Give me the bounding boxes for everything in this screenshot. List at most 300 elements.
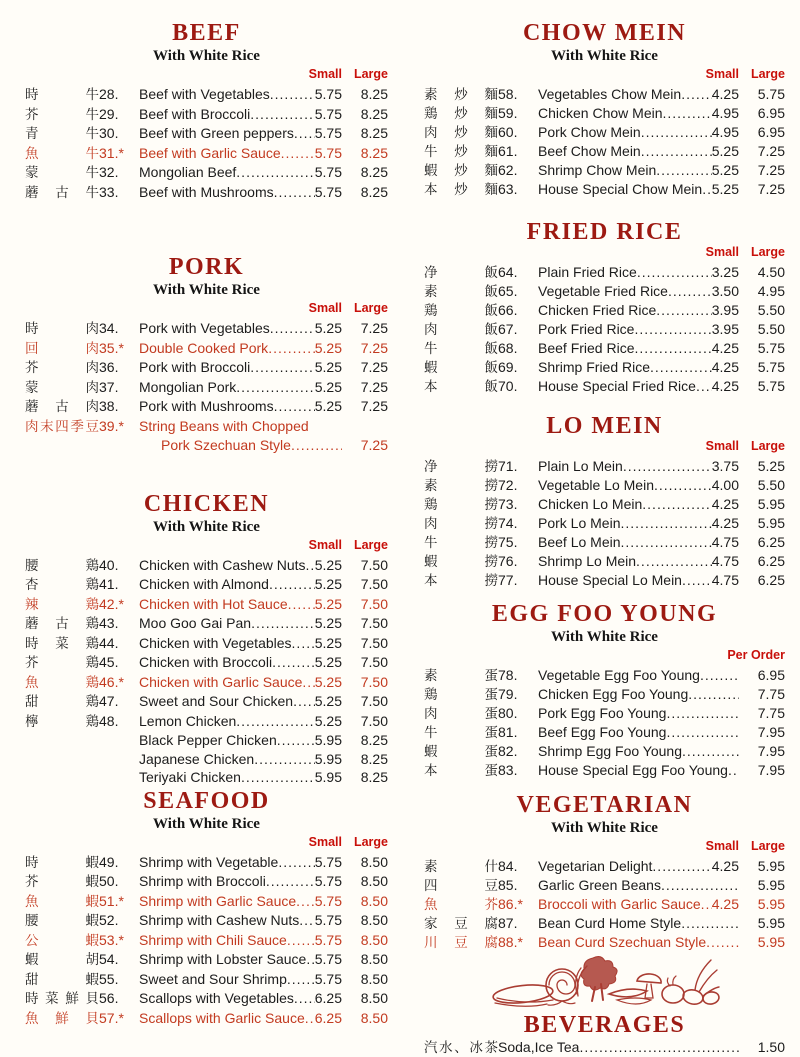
item-price-large: 8.50 — [360, 931, 388, 948]
item-chinese — [424, 724, 498, 742]
chinese-char: 四 — [424, 878, 438, 894]
dot-leader — [251, 614, 315, 633]
chinese-char: 季 — [70, 418, 84, 435]
item-price-small: 4.75 — [711, 572, 739, 588]
item-chinese — [424, 181, 498, 199]
item-chinese — [25, 674, 99, 693]
chinese-char: 蝦 — [424, 163, 438, 179]
item-price-small: 5.95 — [314, 769, 342, 785]
item-price-large: 7.95 — [757, 724, 785, 740]
item-price-small: 4.25 — [711, 86, 739, 102]
menu-item-row — [424, 685, 785, 704]
menu-section-chicken — [25, 491, 388, 787]
chinese-char: 鶏 — [85, 616, 99, 632]
dot-leader — [701, 895, 712, 913]
item-name: Pork Egg Foo Young — [538, 705, 667, 721]
item-price-large: 7.25 — [360, 359, 388, 375]
menu-section-beef — [25, 20, 388, 202]
menu-item-row — [424, 339, 785, 358]
item-number: 68. — [498, 340, 518, 356]
item-price-small: 5.25 — [711, 181, 739, 197]
chinese-char: 杏 — [25, 577, 39, 593]
item-chinese — [424, 915, 498, 933]
dot-leader — [666, 704, 739, 722]
chinese-char: 甜 — [25, 694, 39, 710]
menu-item-row — [25, 931, 388, 951]
item-name: Vegetable Egg Foo Young — [538, 667, 700, 683]
chinese-char: 末 — [40, 418, 54, 435]
menu-item-row — [424, 933, 785, 952]
price-col-large-label: Large — [750, 839, 785, 853]
menu-item-row — [424, 571, 785, 590]
price-header-row — [25, 67, 388, 82]
item-number: 32. — [99, 164, 119, 180]
chinese-char: 鶏 — [424, 303, 438, 319]
menu-item-row — [25, 970, 388, 990]
item-price-small: 4.25 — [711, 496, 739, 512]
item-number: 51.* — [99, 892, 124, 909]
chinese-char: 貝 — [85, 991, 99, 1007]
price-col-large-label: Large — [353, 67, 388, 81]
dot-leader — [270, 319, 315, 338]
item-number: 39.* — [99, 417, 124, 434]
chinese-char: 胡 — [85, 952, 99, 968]
item-price-small: 5.25 — [711, 143, 739, 159]
chinese-char: 冰 — [469, 1040, 483, 1056]
chinese-char: 本 — [424, 379, 438, 395]
dot-leader — [250, 358, 314, 377]
section-items — [424, 457, 785, 590]
item-price-large: 7.50 — [360, 673, 388, 690]
menu-item-row — [25, 124, 388, 144]
item-price-small: 5.75 — [314, 873, 342, 889]
item-name: Lemon Chicken — [139, 712, 237, 729]
item-name: Mongolian Beef — [139, 164, 237, 180]
price-col-small-label: Small — [308, 301, 342, 315]
chinese-char: 肉 — [25, 418, 39, 435]
item-chinese — [25, 164, 99, 183]
item-number: 40. — [99, 556, 119, 573]
chinese-char: 豆 — [454, 916, 468, 932]
item-name: Shrimp with Vegetable — [139, 853, 279, 870]
item-price-large: 7.25 — [360, 437, 388, 453]
item-price-small: 5.75 — [314, 970, 342, 987]
menu-item-row — [424, 495, 785, 514]
item-price-large: 8.50 — [360, 990, 388, 1006]
section-items — [424, 666, 785, 780]
item-price-small: 5.25 — [314, 693, 342, 709]
chinese-char: 蝦 — [85, 971, 99, 988]
item-price-large: 7.95 — [757, 762, 785, 778]
item-chinese — [424, 743, 498, 761]
dot-leader — [681, 85, 712, 103]
chinese-char: 飯 — [484, 379, 498, 395]
item-number: 73. — [498, 496, 518, 512]
chinese-char: 檸 — [25, 713, 39, 730]
item-name: Garlic Green Beans — [538, 877, 661, 893]
item-price-large: 7.50 — [360, 595, 388, 612]
item-price-large: 7.25 — [757, 162, 785, 178]
dot-leader — [306, 556, 315, 575]
item-name: Pork Chow Mein — [538, 124, 641, 140]
item-price-large: 5.50 — [757, 477, 785, 493]
item-price-large: 6.95 — [757, 667, 785, 683]
chinese-char: 時 — [25, 87, 39, 103]
chinese-char: 古 — [55, 399, 69, 415]
item-name: Bean Curd Szechuan Style — [538, 934, 707, 950]
chinese-char: 蛋 — [484, 725, 498, 741]
item-name: Pork Lo Mein — [538, 515, 621, 531]
dot-leader — [702, 180, 712, 198]
item-number: 55. — [99, 970, 119, 987]
item-chinese — [25, 320, 99, 339]
price-col-large-label: Large — [750, 245, 785, 259]
chinese-char: 麵 — [484, 182, 498, 198]
section-items — [25, 853, 388, 1029]
item-price-large: 8.50 — [360, 873, 388, 889]
item-price-small: 5.75 — [314, 912, 342, 928]
dot-leader — [696, 377, 712, 395]
item-number: 54. — [99, 951, 119, 967]
section-items — [25, 556, 388, 787]
item-price-small: 5.25 — [314, 712, 342, 729]
chinese-char: 蝦 — [85, 854, 99, 871]
item-name: Shrimp Fried Rice — [538, 359, 651, 375]
item-number: 67. — [498, 321, 518, 337]
dot-leader — [620, 514, 711, 532]
section-title: EGG FOO YOUNG — [491, 601, 718, 627]
chinese-char: 古 — [55, 184, 69, 201]
menu-item-row — [25, 85, 388, 105]
menu-item-row — [25, 892, 388, 912]
section-subtitle: With White Rice — [551, 629, 658, 645]
item-price-large: 7.95 — [757, 743, 785, 759]
item-price-small: 3.95 — [711, 321, 739, 337]
dot-leader — [663, 104, 712, 122]
item-number: 62. — [498, 162, 518, 178]
item-name: Sweet and Sour Shrimp — [139, 970, 287, 987]
menu-item-row — [25, 653, 388, 673]
chinese-char: 撈 — [484, 478, 498, 494]
dot-leader — [642, 495, 711, 513]
item-price-large: 7.25 — [360, 320, 388, 336]
item-number: 53.* — [99, 931, 124, 948]
item-name: Beef with Mushrooms — [139, 183, 274, 200]
item-name: Chicken Chow Mein — [538, 105, 663, 121]
chinese-char: 鶏 — [85, 694, 99, 710]
menu-item-row — [424, 704, 785, 723]
item-price-large: 8.25 — [360, 125, 388, 141]
chinese-char: 蘑 — [25, 184, 39, 201]
per-order-label: Per Order — [727, 648, 785, 662]
chinese-char: 川 — [424, 935, 438, 951]
chinese-char: 牛 — [424, 725, 438, 741]
dot-leader — [661, 876, 739, 894]
item-price-large: 8.50 — [360, 1009, 388, 1026]
chinese-char: 蘑 — [25, 399, 39, 415]
item-name: Shrimp with Garlic Sauce — [139, 892, 297, 909]
chinese-char: 茶 — [484, 1040, 498, 1056]
section-items — [25, 319, 388, 455]
chinese-char: 蝦 — [424, 554, 438, 570]
item-price-large: 7.25 — [360, 398, 388, 414]
item-chinese — [25, 184, 99, 203]
menu-item-row — [424, 514, 785, 533]
item-price-large: 5.50 — [757, 302, 785, 318]
price-header-row — [25, 835, 388, 850]
menu-item-row — [25, 768, 388, 787]
chinese-char: 腐 — [484, 916, 498, 932]
item-price-large: 8.25 — [360, 164, 388, 180]
item-number: 81. — [498, 724, 518, 740]
item-number: 66. — [498, 302, 518, 318]
item-price-small: 4.25 — [711, 378, 739, 394]
dot-leader — [682, 571, 712, 589]
chinese-char: 麵 — [484, 163, 498, 179]
section-subtitle: With White Rice — [153, 48, 260, 64]
menu-item-row — [25, 358, 388, 378]
item-price-large: 5.25 — [757, 458, 785, 474]
chinese-char: 蛋 — [484, 687, 498, 703]
item-name: Sweet and Sour Chicken — [139, 693, 294, 709]
menu-item-row — [25, 853, 388, 873]
item-price-small: 3.75 — [711, 458, 739, 474]
menu-item-row — [424, 895, 785, 914]
menu-item-row — [424, 914, 785, 933]
item-number: 71. — [498, 458, 518, 474]
chinese-char: 撈 — [484, 459, 498, 475]
item-price-small: 5.75 — [314, 853, 342, 870]
section-items — [424, 857, 785, 952]
item-number: 56. — [99, 990, 119, 1006]
item-number: 52. — [99, 912, 119, 928]
menu-item-row — [424, 533, 785, 552]
item-price-large: 7.25 — [360, 339, 388, 356]
item-chinese — [25, 932, 99, 951]
item-price-small: 5.95 — [314, 750, 342, 767]
item-chinese — [424, 496, 498, 514]
dot-leader — [700, 666, 739, 684]
item-number: 64. — [498, 264, 518, 280]
item-chinese — [424, 321, 498, 339]
item-chinese — [424, 762, 498, 780]
item-name: Pork with Vegetables — [139, 320, 270, 336]
item-price-small: 5.75 — [314, 931, 342, 948]
item-name: Soda,Ice Tea — [498, 1039, 580, 1055]
item-chinese — [25, 854, 99, 873]
section-subtitle: With White Rice — [551, 820, 658, 836]
item-name: Beef with Broccoli — [139, 105, 251, 122]
dot-leader — [306, 950, 314, 969]
chinese-char: 什 — [484, 859, 498, 875]
menu-item-row — [25, 417, 388, 437]
section-subtitle: With White Rice — [153, 518, 260, 535]
price-header-row — [25, 301, 388, 316]
item-price-large: 7.50 — [360, 693, 388, 709]
item-price-small: 5.25 — [314, 339, 342, 356]
dot-leader — [299, 911, 314, 930]
item-number: 33. — [99, 183, 119, 200]
item-price-large: 5.75 — [757, 340, 785, 356]
item-number: 36. — [99, 359, 119, 375]
item-price-small: 4.75 — [711, 553, 739, 569]
dot-leader — [634, 320, 711, 338]
chinese-char: 汽 — [424, 1040, 438, 1056]
item-price-small: 5.25 — [314, 634, 342, 651]
item-price-small: 5.25 — [314, 398, 342, 414]
item-price-small: 4.25 — [711, 858, 739, 874]
item-name: Vegetables Chow Mein — [538, 86, 682, 102]
chinese-char: 素 — [424, 478, 438, 494]
item-price-large: 5.95 — [757, 496, 785, 512]
chinese-char: 麵 — [484, 125, 498, 141]
item-number: 58. — [498, 86, 518, 102]
chinese-char: 鶏 — [85, 577, 99, 593]
dot-leader — [650, 358, 712, 376]
chinese-char: 蝦 — [85, 913, 99, 929]
chinese-char: 撈 — [484, 535, 498, 551]
item-name: Plain Lo Mein — [538, 458, 623, 474]
item-chinese — [25, 893, 99, 912]
item-number: 63. — [498, 181, 518, 197]
chinese-char: 蝦 — [85, 874, 99, 890]
chinese-char: 牛 — [424, 144, 438, 160]
item-price-small: 5.25 — [314, 378, 342, 395]
dot-leader — [294, 124, 315, 143]
section-subtitle: With White Rice — [153, 815, 260, 832]
item-number: 46.* — [99, 673, 124, 690]
chinese-char: 魚 — [25, 893, 39, 910]
price-col-small-label: Small — [308, 537, 342, 552]
chinese-char: 蝦 — [424, 360, 438, 376]
menu-item-row — [25, 595, 388, 615]
menu-item-row — [25, 872, 388, 892]
chinese-char: 蛋 — [484, 668, 498, 684]
menu-item-row — [424, 123, 785, 142]
dot-leader — [281, 144, 315, 163]
menu-item-row — [25, 731, 388, 750]
dot-leader — [274, 397, 315, 416]
menu-item-row-continuation — [25, 436, 388, 455]
item-price-small: 5.25 — [711, 162, 739, 178]
item-number: 49. — [99, 853, 119, 870]
item-chinese — [25, 951, 99, 970]
item-chinese — [424, 934, 498, 952]
item-chinese — [424, 458, 498, 476]
item-price-small: 5.75 — [314, 105, 342, 122]
item-chinese — [25, 359, 99, 378]
menu-item-row — [424, 857, 785, 876]
menu-item-row — [25, 163, 388, 183]
item-price-large: 8.25 — [360, 769, 388, 785]
price-col-small-label: Small — [705, 67, 739, 81]
chinese-char: 蒙 — [25, 165, 39, 181]
item-number: 47. — [99, 693, 119, 709]
item-chinese — [424, 705, 498, 723]
item-number: 38. — [99, 398, 119, 414]
item-price-small: 3.25 — [711, 264, 739, 280]
chinese-char: 時 — [25, 635, 39, 652]
item-price-large: 5.95 — [757, 858, 785, 874]
section-title: SEAFOOD — [143, 787, 270, 814]
price-col-large-label: Large — [353, 834, 388, 849]
chinese-char: 鶏 — [85, 674, 99, 691]
dot-leader — [656, 301, 711, 319]
chinese-char: 飯 — [484, 341, 498, 357]
price-col-small-label: Small — [705, 245, 739, 259]
section-title: PORK — [168, 254, 245, 280]
menu-item-row — [424, 180, 785, 199]
item-price-small: 5.25 — [314, 654, 342, 670]
item-name: Chicken with Garlic Sauce — [139, 673, 303, 690]
item-name: Scallops with Garlic Sauce — [139, 1009, 305, 1026]
item-name: Shrimp Egg Foo Young — [538, 743, 682, 759]
item-price-small: 6.25 — [314, 990, 342, 1006]
section-title: BEEF — [172, 20, 241, 46]
price-col-large-label: Large — [750, 67, 785, 81]
item-number: 74. — [498, 515, 518, 531]
chinese-char: 肉 — [424, 516, 438, 532]
item-chinese — [424, 667, 498, 685]
item-price-large: 1.50 — [757, 1039, 785, 1055]
item-price-small: 4.75 — [711, 534, 739, 550]
item-price-large: 7.50 — [360, 615, 388, 631]
item-number: 60. — [498, 124, 518, 140]
chinese-char: 芥 — [25, 655, 39, 671]
dot-leader — [641, 123, 712, 141]
item-number: 69. — [498, 359, 518, 375]
item-price-small: 5.25 — [314, 556, 342, 573]
chinese-char: 肉 — [85, 340, 99, 357]
chinese-char: 時 — [25, 991, 39, 1007]
item-chinese — [25, 576, 99, 595]
item-name: Mongolian Pork — [139, 378, 237, 395]
item-price-small: 5.25 — [314, 359, 342, 375]
item-chinese — [424, 534, 498, 552]
menu-section-lo-mein — [424, 413, 785, 590]
item-number: 31.* — [99, 144, 124, 161]
item-number: 85. — [498, 877, 518, 893]
price-col-large-label: Large — [750, 439, 785, 453]
item-chinese — [424, 1039, 498, 1057]
chinese-char: 魚 — [424, 897, 438, 913]
chinese-char: 牛 — [85, 165, 99, 181]
chinese-char: 牛 — [85, 126, 99, 142]
item-price-small: 5.25 — [314, 595, 342, 612]
item-price-large: 5.95 — [757, 877, 785, 893]
item-number: 43. — [99, 615, 119, 631]
dot-leader — [272, 653, 315, 672]
item-name: Pork with Broccoli — [139, 359, 251, 375]
dot-leader — [682, 742, 739, 760]
price-header-row — [424, 648, 785, 663]
chinese-char: 肉 — [424, 706, 438, 722]
chinese-char: 芥 — [25, 106, 39, 123]
menu-column-right — [424, 20, 785, 1057]
item-price-large: 8.25 — [360, 105, 388, 122]
item-price-small: 5.75 — [314, 86, 342, 102]
dot-leader — [666, 723, 739, 741]
item-chinese — [25, 596, 99, 615]
dot-leader — [236, 712, 314, 731]
item-name: Shrimp Lo Mein — [538, 553, 637, 569]
chinese-char: 飯 — [484, 303, 498, 319]
item-chinese — [25, 125, 99, 144]
chinese-char: 魚 — [25, 674, 39, 691]
section-title: LO MEIN — [546, 413, 663, 439]
menu-item-row — [25, 183, 388, 203]
item-price-small: 4.95 — [711, 105, 739, 121]
